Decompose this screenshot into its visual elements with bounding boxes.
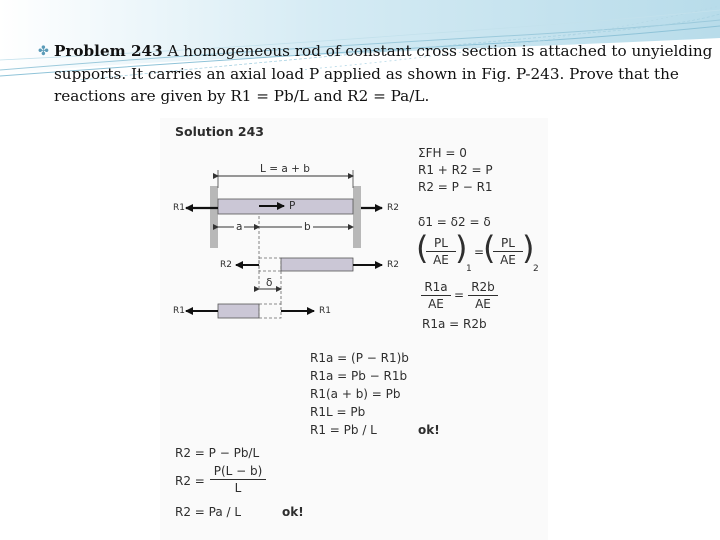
eq-r1-plus-r2: R1 + R2 = P [418, 163, 493, 177]
frac-pl-ae-2: $\frac{PL}{AE}$ [493, 236, 523, 267]
label-delta: δ [266, 277, 273, 289]
main-rod [218, 199, 353, 214]
ok-r2: ok! [282, 505, 304, 519]
label-R1-bottom-right: R1 [319, 306, 331, 316]
equals-sign-1: = [474, 245, 485, 259]
eq-r2-p-minus-r1: R2 = P − R1 [418, 180, 493, 194]
frac-pl-ae-1: $\frac{PL}{AE}$ [426, 236, 456, 267]
label-P: P [289, 200, 296, 212]
eq-r1L: R1L = Pb [310, 405, 366, 419]
segment-b-dashed [259, 258, 281, 271]
label-R2-top: R2 [387, 203, 399, 213]
paren-open-1: ( [416, 229, 429, 267]
label-L: L = a + b [260, 163, 310, 175]
eq-r2-result: R2 = Pa / L [175, 505, 242, 519]
frac-r2b-ae: $\frac{R2b}{AE}$ [468, 280, 498, 311]
problem-statement [54, 40, 719, 108]
label-R2-mid-right: R2 [387, 260, 399, 270]
eq-r1a-expand: R1a = (P − R1)b [310, 351, 409, 365]
problem-line-3: reactions are given by R1 = Pb/L and R2 = Pa/L. [54, 87, 430, 105]
eq-sum-forces: ΣFH = 0 [418, 146, 467, 160]
label-b: b [304, 221, 311, 233]
subscript-1: 1 [466, 264, 472, 274]
problem-line-1: A homogeneous rod of constant cross section is attached to unyielding [162, 42, 713, 60]
paren-close-2: ) [522, 229, 535, 267]
eq-r2-p-minus: R2 = P − Pb/L [175, 446, 260, 460]
frac-pl-minus-b: $\frac{P(L - b)}{L}$ [210, 464, 266, 495]
label-R2-mid-left: R2 [220, 260, 232, 270]
right-support-wall [353, 186, 361, 248]
eq-r1-ab: R1(a + b) = Pb [310, 387, 401, 401]
label-R1-top: R1 [173, 203, 185, 213]
paren-close-1: ) [455, 229, 468, 267]
equals-sign-2: = [454, 288, 465, 302]
eq-r1a-r2b: R1a = R2b [422, 317, 487, 331]
solution-figure [160, 118, 548, 540]
label-R1-bottom-left: R1 [173, 306, 185, 316]
bullet-icon: ✤ [38, 44, 49, 59]
subscript-2: 2 [533, 264, 539, 274]
segment-a-rod [218, 304, 259, 318]
eq-delta-equal: δ1 = δ2 = δ [418, 215, 491, 229]
eq-r2-lhs: R2 = [175, 474, 205, 488]
frac-r1a-ae: $\frac{R1a}{AE}$ [421, 280, 451, 311]
left-support-wall [210, 186, 218, 248]
eq-r1a-pb: R1a = Pb − R1b [310, 369, 408, 383]
solution-title: Solution 243 [175, 124, 264, 139]
label-a: a [236, 221, 243, 233]
ok-r1: ok! [418, 423, 440, 437]
segment-a-dashed [259, 304, 281, 318]
segment-b-rod [281, 258, 353, 271]
paren-open-2: ( [483, 229, 496, 267]
problem-label: Problem 243 [54, 42, 163, 60]
problem-line-2: supports. It carries an axial load P applied as shown in Fig. P-243. Prove that the [54, 64, 679, 83]
eq-r1-result: R1 = Pb / L [310, 423, 377, 437]
